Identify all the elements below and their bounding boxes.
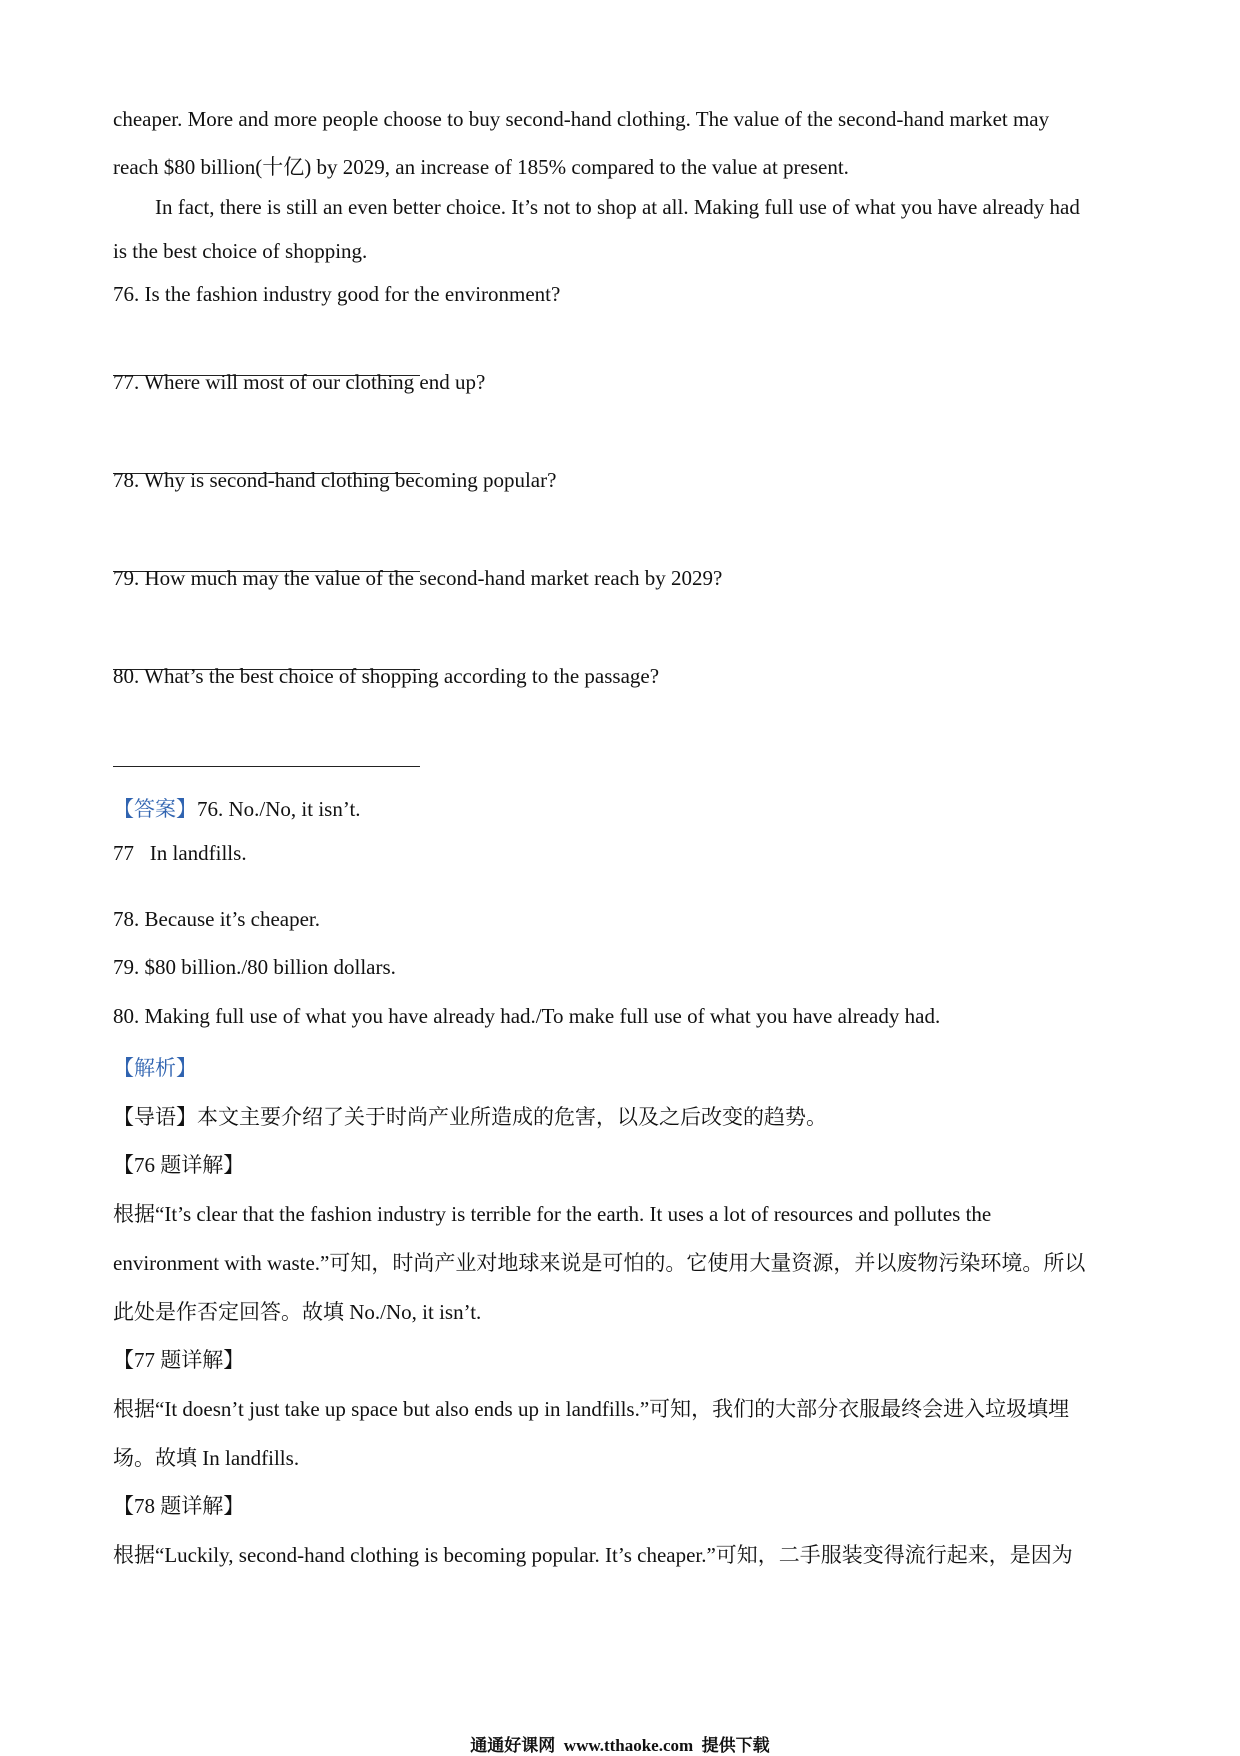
passage-line: is the best choice of shopping. <box>113 239 368 263</box>
question-77: 77. Where will most of our clothing end up? <box>113 370 486 394</box>
passage-line: In fact, there is still an even better choice. It’s not to shop at all. Making full use of what you have already had <box>155 195 1080 219</box>
detail-line: 场。故填 In landfills. <box>113 1446 300 1470</box>
answer-item: 77 In landfills. <box>113 841 247 865</box>
analysis-label: 【解析】 <box>113 1056 197 1080</box>
detail-line: 根据“It’s clear that the fashion industry is terrible for the earth. It uses a lot of resources and pollutes the <box>113 1202 992 1226</box>
question-80: 80. What’s the best choice of shopping according to the passage? <box>113 664 660 688</box>
answer-item: 79. $80 billion./80 billion dollars. <box>113 955 396 979</box>
answer-row <box>113 793 361 823</box>
answer-item: 78. Because it’s cheaper. <box>113 907 321 931</box>
question-79: 79. How much may the value of the second-hand market reach by 2029? <box>113 566 723 590</box>
answer-blank <box>113 766 420 767</box>
detail-line: 根据“It doesn’t just take up space but also ends up in landfills.”可知，我们的大部分衣服最终会进入垃圾填埋 <box>113 1397 1070 1421</box>
question-78: 78. Why is second-hand clothing becoming popular? <box>113 468 557 492</box>
detail-line: 根据“Luckily, second-hand clothing is becoming popular. It’s cheaper.”可知，二手服装变得流行起来，是因为 <box>113 1543 1073 1567</box>
answer-label: 【答案】 <box>113 797 197 821</box>
detail-line: 此处是作否定回答。故填 No./No, it isn’t. <box>113 1300 482 1324</box>
page-footer: 通通好课网 www.tthaoke.com 提供下载 <box>470 1736 770 1755</box>
detail-line: environment with waste.”可知，时尚产业对地球来说是可怕的。它使用大量资源，并以废物污染环境。所以 <box>113 1251 1086 1275</box>
answer-item: 80. Making full use of what you have already had./To make full use of what you have already had. <box>113 1004 941 1028</box>
detail-heading-78: 【78 题详解】 <box>113 1494 245 1518</box>
detail-heading-77: 【77 题详解】 <box>113 1348 245 1372</box>
passage-line: reach $80 billion(十亿) by 2029, an increase of 185% compared to the value at present. <box>113 155 849 179</box>
analysis-intro: 【导语】本文主要介绍了关于时尚产业所造成的危害，以及之后改变的趋势。 <box>113 1105 827 1129</box>
answer-item: 76. No./No, it isn’t. <box>197 797 361 821</box>
passage-line: cheaper. More and more people choose to buy second-hand clothing. The value of the second-hand market may <box>113 107 1050 131</box>
question-76: 76. Is the fashion industry good for the environment? <box>113 282 561 306</box>
detail-heading-76: 【76 题详解】 <box>113 1153 245 1177</box>
